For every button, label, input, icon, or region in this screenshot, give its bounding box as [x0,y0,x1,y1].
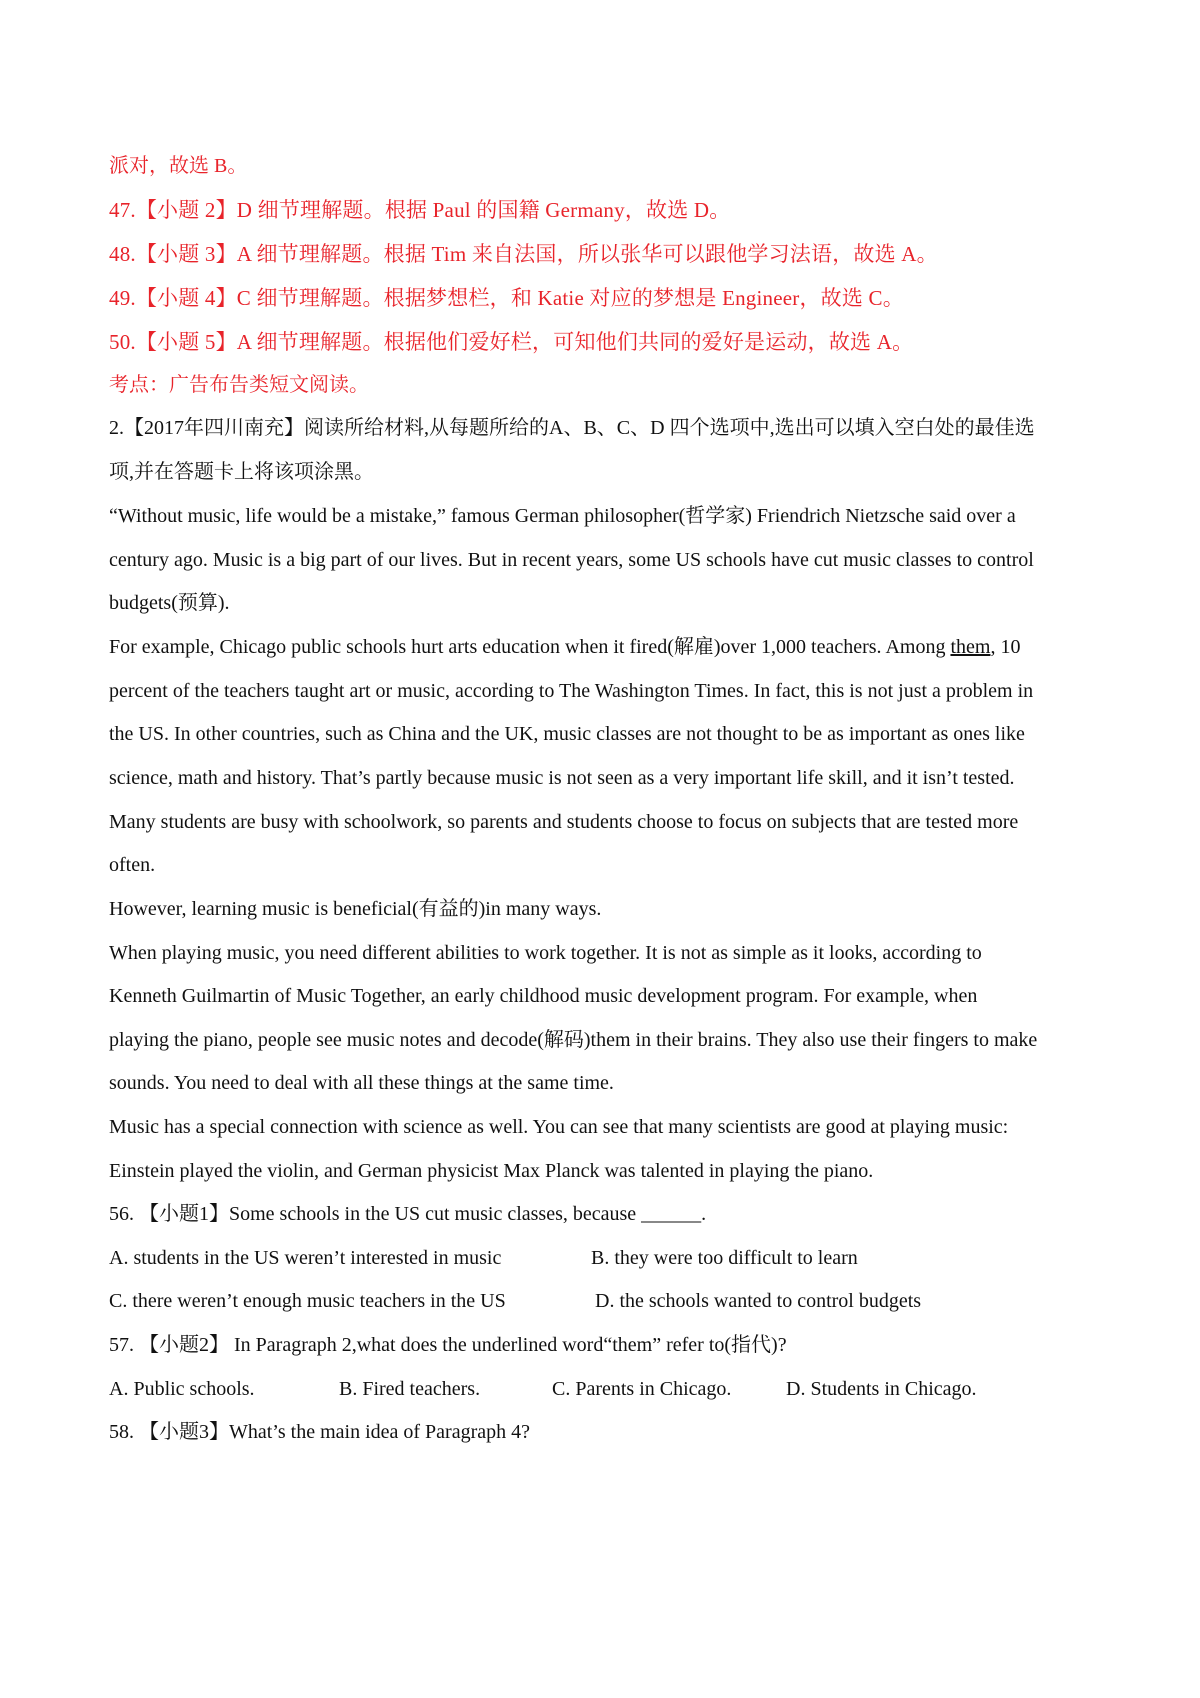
passage-line: Many students are busy with schoolwork, so parents and students choose to focus on subjects that are tested more [109,811,1019,833]
passage-line: Einstein played the violin, and German physicist Max Planck was talented in playing the piano. [109,1160,874,1182]
underlined-word-them: them [950,636,991,658]
passage-line-with-underline [109,634,1020,660]
section-heading-line-1: 2.【2017年四川南充】阅读所给材料,从每题所给的A、B、C、D 四个选项中,选出可以填入空白处的最佳选 [109,417,1035,439]
passage-line: science, math and history. That’s partly because music is not seen as a very important life skill, and it isn’t tested. [109,767,1015,789]
passage-line: Kenneth Guilmartin of Music Together, an early childhood music development program. For example, when [109,985,978,1007]
question-57: 57. 【小题2】 In Paragraph 2,what does the underlined word“them” refer to(指代)? [109,1334,787,1356]
passage-text: , 10 [990,636,1021,658]
passage-line: century ago. Music is a big part of our lives. But in recent years, some US schools have cut music classes to control [109,549,1034,571]
option-57-c: C. Parents in Chicago. [552,1378,732,1400]
passage-line: sounds. You need to deal with all these things at the same time. [109,1072,614,1094]
passage-line: the US. In other countries, such as China and the UK, music classes are not thought to be as important as ones like [109,723,1025,745]
answer-line-48: 48.【小题 3】A 细节理解题。根据 Tim 来自法国，所以张华可以跟他学习法语，故选 A。 [109,242,938,266]
passage-line: However, learning music is beneficial(有益的)in many ways. [109,898,602,920]
passage-line: budgets(预算). [109,592,230,614]
passage-line: “Without music, life would be a mistake,” famous German philosopher(哲学家) Friendrich Nietzsche said over a [109,505,1016,527]
passage-line: When playing music, you need different abilities to work together. It is not as simple as it looks, according to [109,942,982,964]
option-56-d: D. the schools wanted to control budgets [595,1290,922,1312]
option-57-d: D. Students in Chicago. [786,1378,977,1400]
option-56-c: C. there weren’t enough music teachers in the US [109,1290,506,1312]
section-heading-line-2: 项,并在答题卡上将该项涂黑。 [109,461,374,483]
passage-line: Music has a special connection with science as well. You can see that many scientists are good at playing music: [109,1116,1009,1138]
passage-line: often. [109,854,156,876]
answer-line-50: 50.【小题 5】A 细节理解题。根据他们爱好栏，可知他们共同的爱好是运动，故选 A。 [109,330,914,354]
option-57-b: B. Fired teachers. [339,1378,481,1400]
answer-line-46-end: 派对，故选 B。 [109,155,248,177]
answer-line-47: 47.【小题 2】D 细节理解题。根据 Paul 的国籍 Germany，故选 D。 [109,198,731,222]
question-58: 58. 【小题3】What’s the main idea of Paragraph 4? [109,1421,530,1443]
passage-line: playing the piano, people see music notes and decode(解码)them in their brains. They also use their fingers to make [109,1029,1038,1051]
option-56-a: A. students in the US weren’t interested in music [109,1247,502,1269]
passage-line: percent of the teachers taught art or music, according to The Washington Times. In fact, this is not just a problem in [109,680,1034,702]
answer-topic-note: 考点：广告布告类短文阅读。 [109,374,369,396]
option-56-b: B. they were too difficult to learn [591,1247,858,1269]
passage-text: For example, Chicago public schools hurt arts education when it fired(解雇)over 1,000 teachers. Among [109,636,951,658]
question-56: 56. 【小题1】Some schools in the US cut music classes, because ______. [109,1203,707,1225]
answer-line-49: 49.【小题 4】C 细节理解题。根据梦想栏，和 Katie 对应的梦想是 Engineer，故选 C。 [109,286,904,310]
option-57-a: A. Public schools. [109,1378,255,1400]
